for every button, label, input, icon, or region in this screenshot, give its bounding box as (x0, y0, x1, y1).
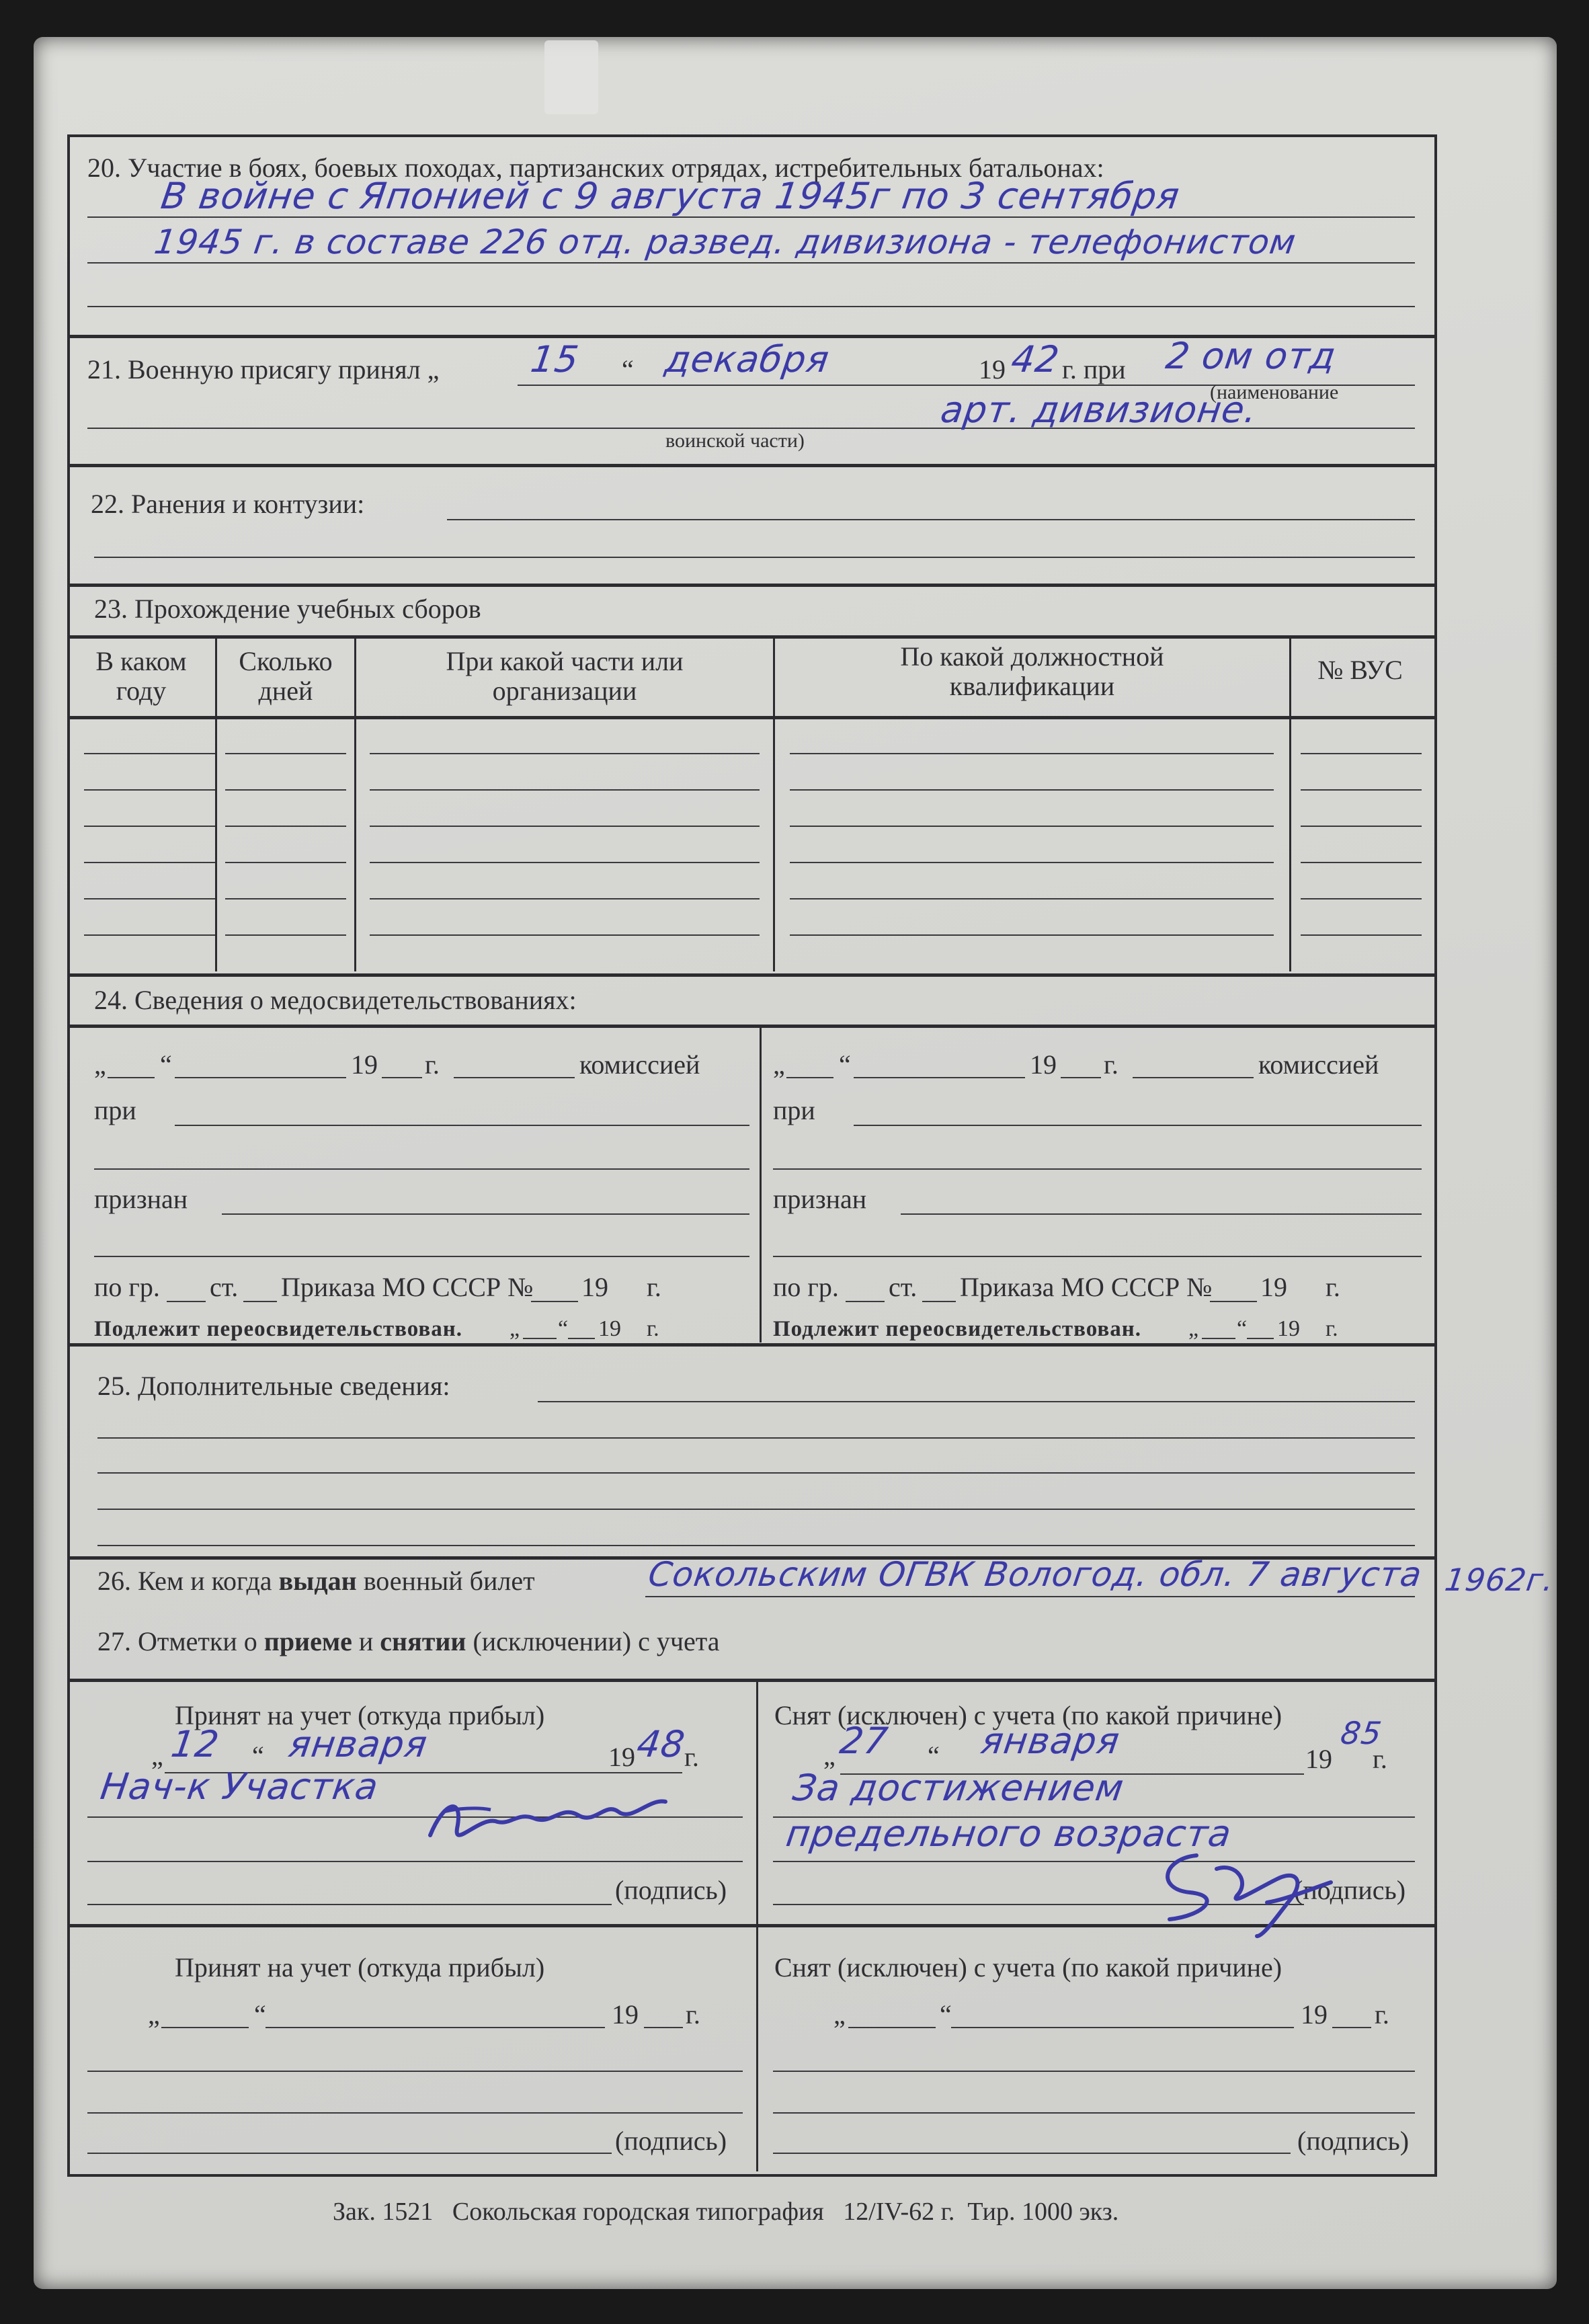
table-header-unit: При какой части или организации (446, 646, 684, 706)
signature-accepted-1 (417, 1775, 686, 1862)
table-header-year: В каком году (95, 646, 187, 706)
oath-month: декабря (662, 338, 832, 380)
section-23-label: 23. Прохождение учебных сборов (94, 594, 481, 624)
oath-day: 15 (528, 338, 582, 380)
military-id-year: 1962г. (1442, 1562, 1557, 1598)
section-21-label: 21. Военную присягу принял „ (87, 354, 440, 385)
oath-hint-1: (наименование (1210, 381, 1339, 403)
section-20-handwriting-2: 1945 г. в составе 226 отд. развед. дивизиона - телефонистом (151, 223, 1299, 262)
section-24-label: 24. Сведения о медосвидетельствованиях: (94, 985, 577, 1015)
reexamination-label: Подлежит переосвидетельствован. (773, 1317, 1141, 1341)
section-22-label: 22. Ранения и контузии: (91, 489, 365, 519)
accepted-signature-label-1: (подпись) (615, 1875, 727, 1905)
removed-label-2: Снят (исключен) с учета (по какой причине) (774, 1952, 1282, 1982)
oath-year: 42 (1008, 338, 1063, 380)
paper-tear-mark (544, 40, 598, 114)
oath-unit-2: арт. дивизионе. (938, 389, 1260, 431)
military-id-issuer: Сокольским ОГВК Вологод. обл. 7 августа (645, 1555, 1425, 1594)
removed-reason-1: За достижением (790, 1767, 1127, 1809)
removed-label-1: Снят (исключен) с учета (по какой причине) (774, 1700, 1282, 1730)
removed-reason-2: предельного возраста (783, 1812, 1235, 1855)
order-label: Приказа МО СССР № (960, 1272, 1213, 1302)
section-20-handwriting-1: В войне с Японией с 9 августа 1945г по 3 сентября (158, 175, 1183, 217)
table-header-qualification: По какой должностной квалификации (900, 641, 1164, 701)
section-26-label: 26. Кем и когда выдан военный билет (97, 1566, 535, 1596)
accepted-signature-label-2: (подпись) (615, 2126, 727, 2156)
table-header-vus: № ВУС (1317, 655, 1403, 685)
section-25-label: 25. Дополнительные сведения: (97, 1371, 450, 1401)
recognized-label: признан (94, 1184, 188, 1214)
accepted-year: 48 (634, 1723, 688, 1765)
removed-signature-label-1: (подпись) (1294, 1875, 1406, 1905)
oath-unit-1: 2 ом отд (1163, 335, 1339, 377)
accepted-day: 12 (168, 1723, 222, 1765)
accepted-label-2: Принят на учет (откуда прибыл) (175, 1952, 545, 1982)
reexamination-label: Подлежит переосвидетельствован. (94, 1317, 462, 1341)
accepted-label-1: Принят на учет (откуда прибыл) (175, 1700, 545, 1730)
section-27-label: 27. Отметки о приеме и снятии (исключении) с учета (97, 1626, 720, 1656)
signature-removed-1 (1143, 1842, 1344, 1943)
accepted-handwriting: Нач-к Участка (97, 1765, 382, 1808)
order-label: Приказа МО СССР № (281, 1272, 534, 1302)
removed-day: 27 (837, 1720, 891, 1762)
section-20-label: 20. Участие в боях, боевых походах, партизанских отрядах, истребительных батальонах: (87, 153, 1104, 183)
commission-label: комиссией (1258, 1049, 1379, 1080)
commission-label: комиссией (579, 1049, 700, 1080)
recognized-label: признан (773, 1184, 867, 1214)
table-header-days: Сколько дней (239, 646, 333, 706)
removed-signature-label-2: (подпись) (1297, 2126, 1410, 2156)
accepted-month: января (286, 1723, 430, 1765)
removed-month: января (978, 1720, 1123, 1762)
printer-imprint: Зак. 1521 Сокольская городская типография 12/IV-62 г. Тир. 1000 экз. (333, 2198, 1119, 2226)
oath-hint-2: воинской части) (665, 430, 805, 452)
removed-year: 85 (1338, 1715, 1385, 1751)
